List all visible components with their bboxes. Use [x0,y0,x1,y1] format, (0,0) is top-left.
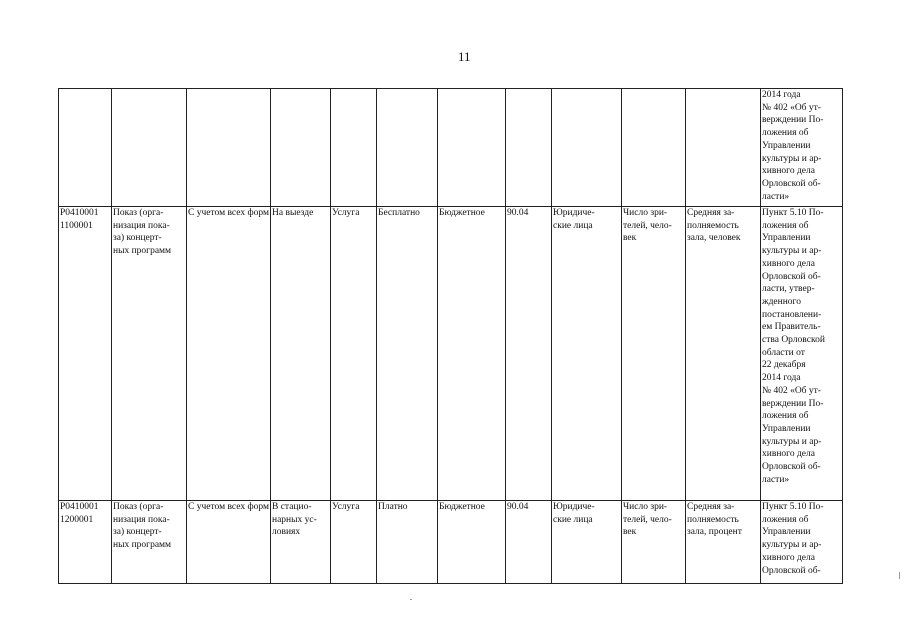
cell-consumers: Юридиче- ские лица [552,207,622,501]
cell-payment: Платно [377,501,438,584]
cell-type [331,89,377,207]
cell-conditions [271,89,331,207]
cell-volume-indicator: Число зри- телей, чело- век [622,501,686,584]
cell-payment [377,89,438,207]
cell-legal-basis: Пункт 5.10 По- ложения об Управлении культуры и ар- хивного дела Орловской об- ласти, утвер- жденного постановлени- ем Правитель- ства Орловской области от 22 декабря 2014 года № 402 «Об ут- верждении По- ложения об Управлении культуры и ар- хивного дела Орловской об- ласти» [761,207,843,501]
cell-volume-indicator [622,89,686,207]
cell-code: P0410001 1200001 [59,501,112,584]
cell-okved [506,89,552,207]
cell-conditions: В стацио- нарных ус- ловиях [271,501,331,584]
cell-service-name: Показ (орга- низация пока- за) концерт- ных программ [112,207,187,501]
cell-code [59,89,112,207]
cell-type: Услуга [331,207,377,501]
cell-consumers [552,89,622,207]
cell-quality-indicator: Средняя за- полняемость зала, процент [686,501,761,584]
cell-quality-indicator [686,89,761,207]
cell-payment: Бесплатно [377,207,438,501]
cell-okved: 90.04 [506,207,552,501]
cell-institution: Бюджетное [438,207,506,501]
cell-legal-basis: 2014 года № 402 «Об ут- верждении По- ложения об Управлении культуры и ар- хивного дела Орловской об- ласти» [761,89,843,207]
cell-service-name: Показ (орга- низация пока- за) концерт- ных программ [112,501,187,584]
cell-consumers: Юридиче- ские лица [552,501,622,584]
cell-institution: Бюджетное [438,501,506,584]
cell-form [187,89,271,207]
table-row-service [59,501,843,584]
cell-form: С учетом всех форм [187,501,271,584]
page-number: 11 [458,49,471,64]
cell-conditions: На выезде [271,207,331,501]
services-table [58,88,843,584]
cell-type: Услуга [331,501,377,584]
cell-volume-indicator: Число зри- телей, чело- век [622,207,686,501]
scan-mark [899,572,900,579]
cell-okved: 90.04 [506,501,552,584]
cell-code: P0410001 1100001 [59,207,112,501]
table-row-continuation [59,89,843,207]
cell-form: С учетом всех форм [187,207,271,501]
cell-service-name [112,89,187,207]
cell-quality-indicator: Средняя за- полняемость зала, человек [686,207,761,501]
table-row-service [59,207,843,501]
cell-legal-basis: Пункт 5.10 По- ложения об Управлении культуры и ар- хивного дела Орловской об- [761,501,843,584]
cell-institution [438,89,506,207]
scan-mark [410,599,412,600]
